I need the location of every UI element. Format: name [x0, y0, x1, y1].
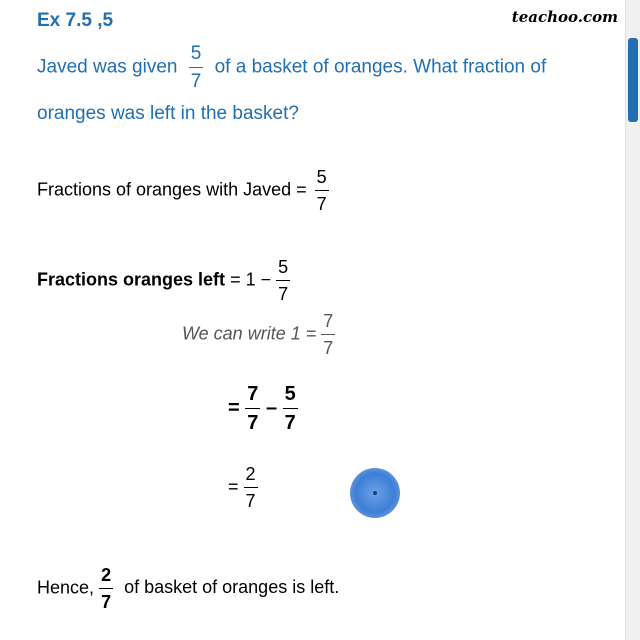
- conclusion-suffix: of basket of oranges is left.: [124, 577, 340, 598]
- question-fraction: [189, 44, 204, 91]
- exercise-title: Ex 7.5 ,5: [37, 10, 114, 31]
- difference-denominator-2: 7: [284, 412, 296, 434]
- conclusion-prefix: Hence,: [37, 577, 95, 598]
- result-numerator: 2: [244, 465, 258, 488]
- write-one-denominator: 7: [323, 338, 334, 358]
- fraction-left-fraction: [276, 258, 290, 303]
- result-denominator: 7: [245, 491, 256, 511]
- conclusion-denominator: 7: [101, 592, 112, 612]
- fraction-left-label: Fractions oranges left: [37, 269, 226, 290]
- question-prefix: Javed was given: [37, 56, 178, 78]
- question-line-2: oranges was left in the basket?: [37, 103, 299, 124]
- fraction-left-numerator: 5: [276, 258, 290, 281]
- result-line: [228, 465, 258, 510]
- conclusion-numerator: 2: [99, 566, 113, 589]
- difference-equals: =: [228, 396, 240, 419]
- teachoo-logo: teachoo.com: [511, 8, 618, 26]
- write-one-fraction: [321, 312, 335, 357]
- difference-fraction-1: [245, 384, 260, 433]
- fraction-left-denominator: 7: [278, 284, 289, 304]
- result-fraction: [244, 465, 258, 510]
- write-one-note: [182, 312, 335, 357]
- javed-fraction-numerator: 5: [315, 168, 329, 191]
- conclusion-line: [37, 566, 339, 611]
- write-one-numerator: 7: [321, 312, 335, 335]
- difference-numerator-2: 5: [283, 384, 298, 409]
- scrollbar-thumb[interactable]: [628, 38, 638, 122]
- javed-fraction: [315, 168, 329, 213]
- write-one-label: We can write 1 =: [182, 323, 317, 344]
- difference-denominator-1: 7: [247, 412, 259, 434]
- difference-numerator-1: 7: [245, 384, 260, 409]
- conclusion-fraction: [99, 566, 113, 611]
- difference-fraction-2: [283, 384, 298, 433]
- difference-minus: –: [265, 396, 278, 419]
- question-line-1: [37, 44, 546, 91]
- fraction-left-line: [37, 258, 290, 303]
- javed-label: Fractions of oranges with Javed =: [37, 179, 307, 200]
- question-fraction-denominator: 7: [190, 71, 202, 92]
- fraction-left-expression: = 1 −: [230, 269, 272, 290]
- result-equals: =: [228, 476, 239, 497]
- cursor-pointer: [373, 491, 377, 495]
- javed-fraction-line: [37, 168, 329, 213]
- question-suffix: of a basket of oranges. What fraction of: [214, 56, 547, 78]
- difference-line: [228, 384, 298, 433]
- question-fraction-numerator: 5: [189, 44, 204, 68]
- javed-fraction-denominator: 7: [316, 194, 327, 214]
